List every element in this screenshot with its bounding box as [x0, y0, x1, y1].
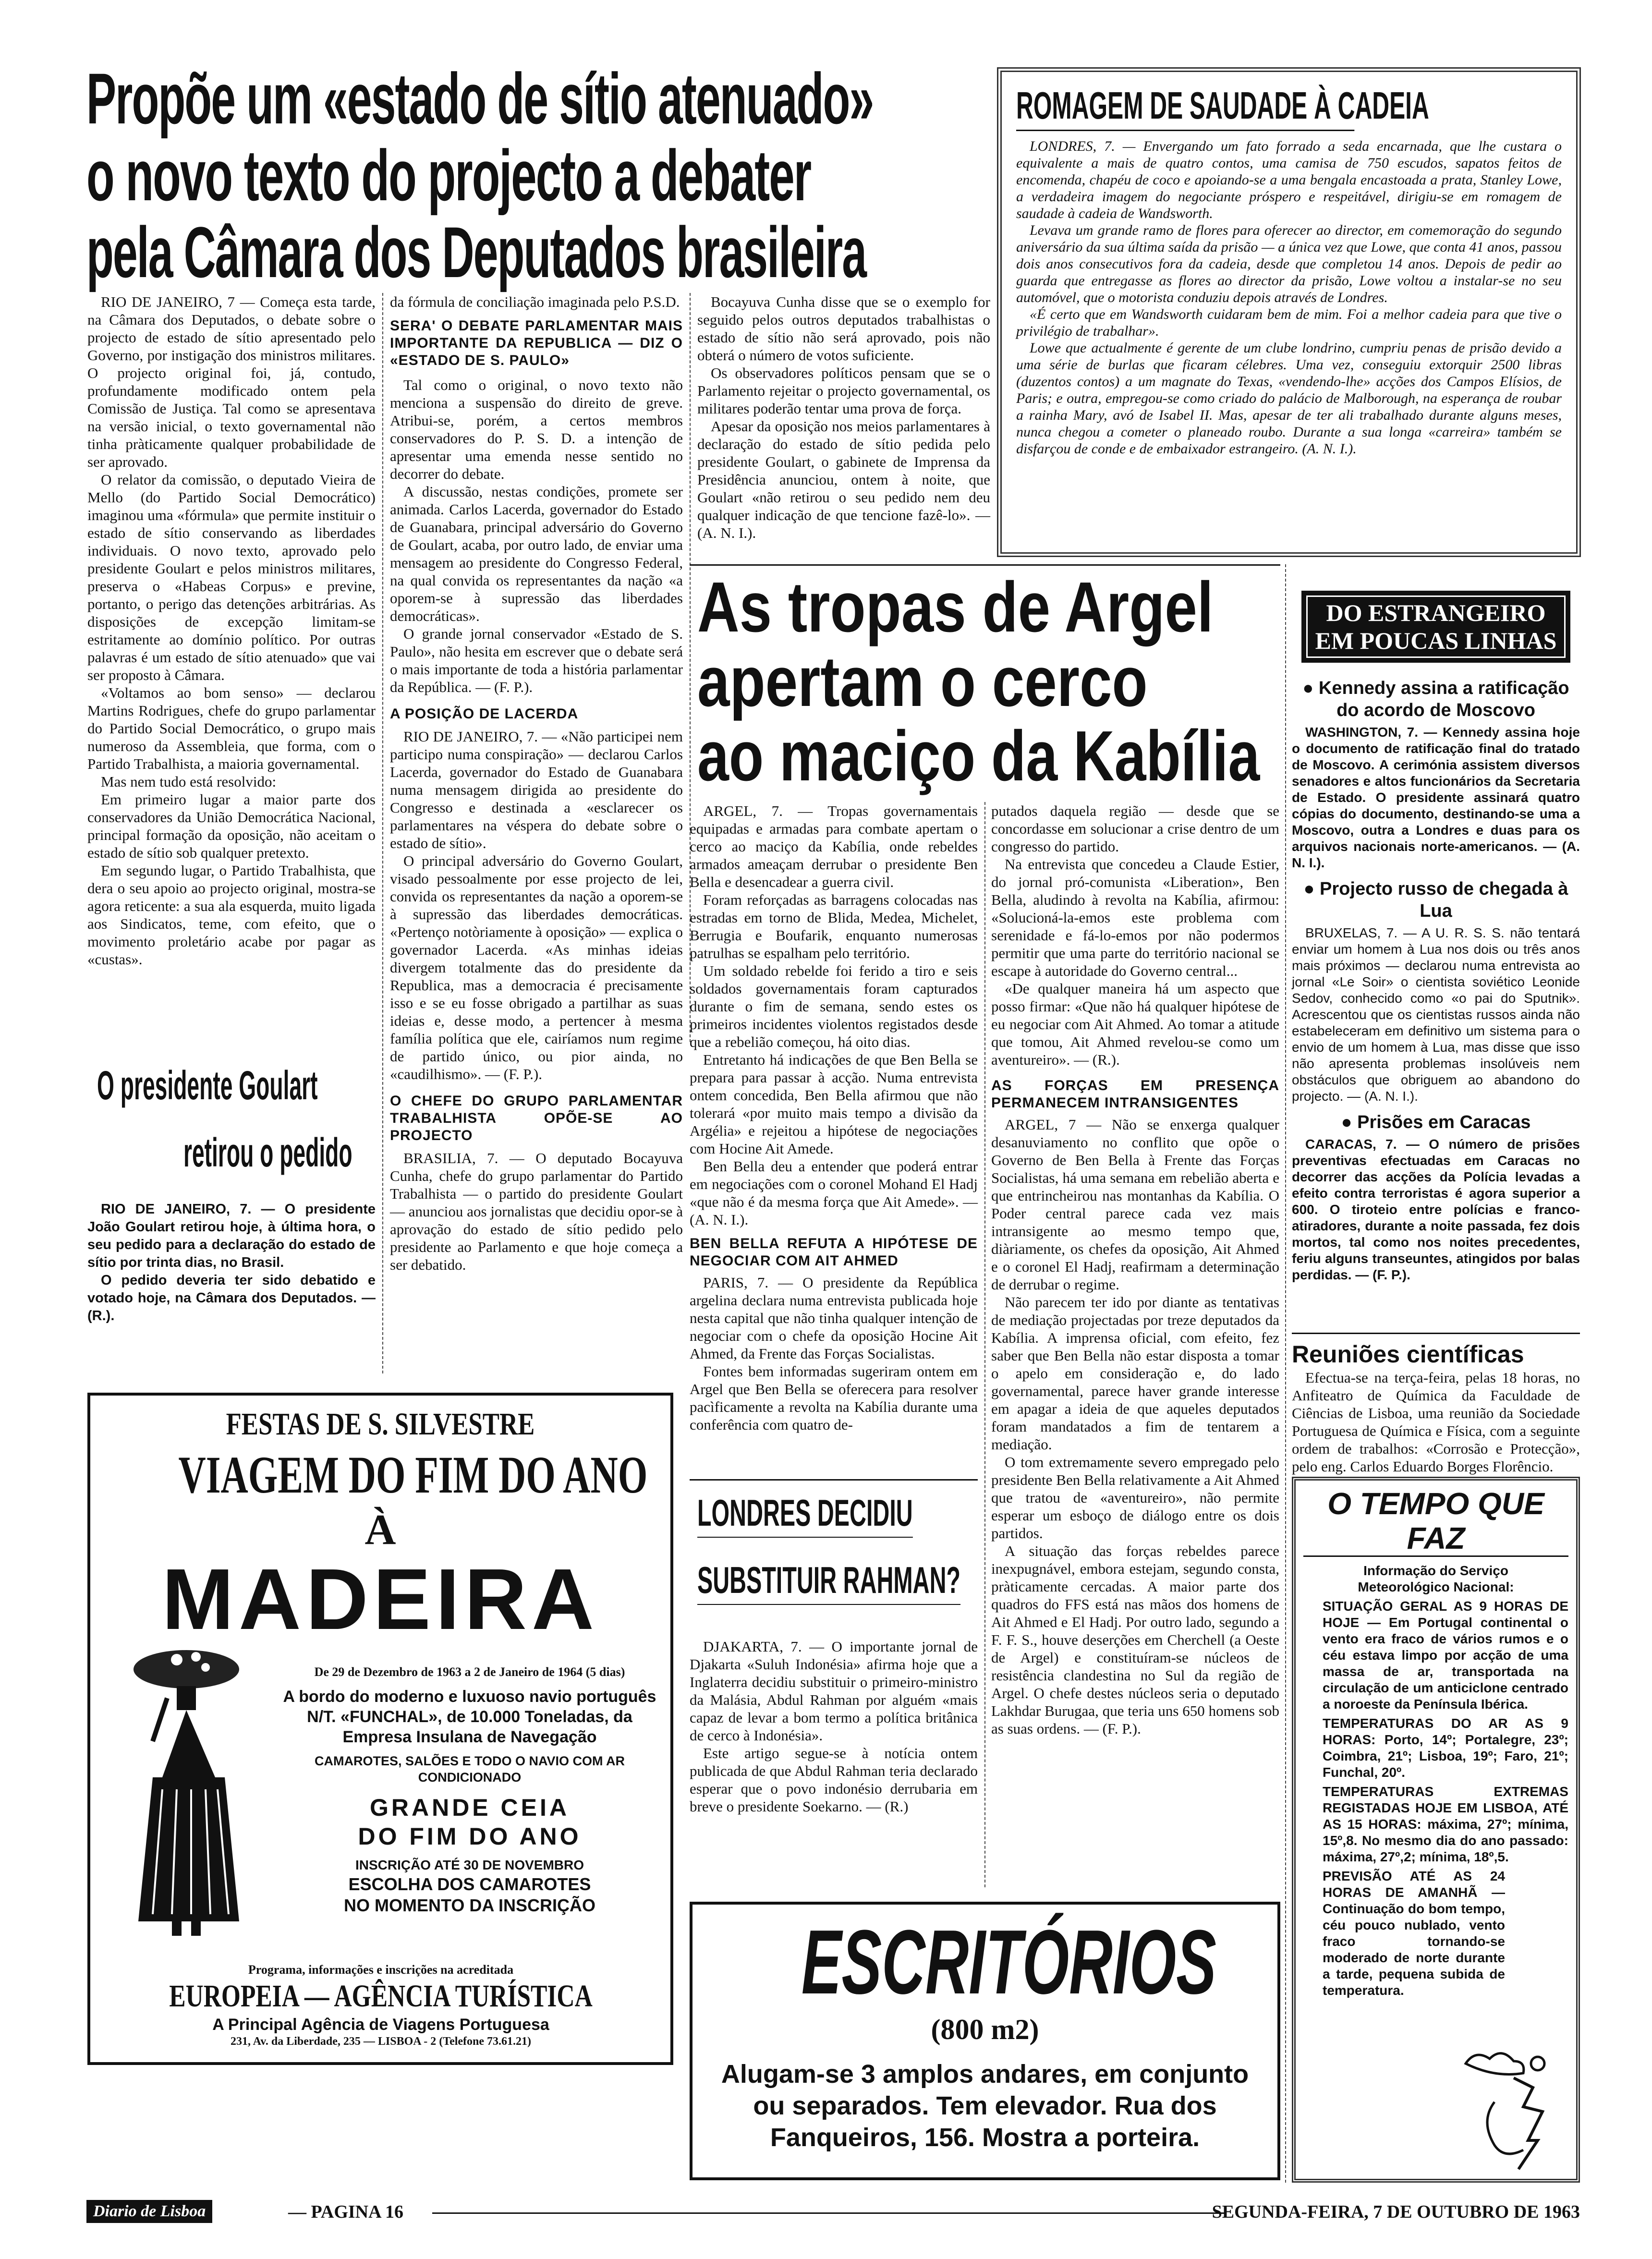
ad-agency: EUROPEIA — AGÊNCIA TURÍSTICA	[169, 1979, 593, 2014]
paragraph: O pedido deveria ter sido debatido e votado hoje, na Câmara dos Deputados. — (R.).	[87, 1273, 376, 1324]
paragraph: «É certo que em Wandsworth cuidaram bem de mim. Foi a melhor cadeia para que tive o privilégio de trabalhar».	[1016, 306, 1562, 339]
list-item	[1292, 878, 1580, 1105]
madeira-ad	[87, 1393, 673, 2065]
argel-headline-line-1: As tropas de Argel	[697, 568, 1214, 647]
footer-rule	[432, 2212, 1225, 2214]
paragraph: BRASILIA, 7. — O deputado Bocayuva Cunha, chefe do grupo parlamentar do Partido Trabalhista — o partido do presidente Goulart — anunciou aos jornalistas que decidiu opor-se à aprovação do estado de sítio pedido pelo presidente ao Parlamento e que hoje começa a ser debatido.	[390, 1150, 683, 1273]
escritorios-area: (800 m2)	[931, 2014, 1039, 2045]
paragraph: Mas nem tudo está resolvido:	[101, 773, 277, 790]
romagem-title: ROMAGEM DE SAUDADE À CADEIA	[1016, 82, 1354, 131]
ad-ceia-2: DO FIM DO ANO	[358, 1823, 582, 1850]
paragraph: O relator da comissão, o deputado Vieira de Mello (do Partido Social Democrático) imaginou uma «fórmula» que permite instituir o estado de sítio conservando as liberdades individuais. O novo texto, aprovado pelo presidente Goulart e pelos ministros militares, preserva o «Habeas Corpus» e previne, portanto, o perigo das detenções arbitrárias. As disposições de excepção limitam-se estritamente ao domínio político. Por outras palavras é um estado de sítio atenuado» que vai ser proposto à Câmara.	[87, 471, 376, 683]
londres-headline-line-2: SUBSTITUIR RAHMAN?	[697, 1556, 960, 1605]
tempo-block: PREVISÃO ATÉ AS 24 HORAS DE AMANHÃ — Continuação do bom tempo, céu pouco nublado, vento fraco tornando-se moderado de norte durante a tarde, pequena subida de temperatura.	[1323, 1869, 1505, 1998]
londres-headline	[697, 1489, 976, 1633]
page-footer	[86, 2197, 1580, 2226]
paragraph: A situação das forças rebeldes parece inexpugnável, embora estejam, segundo consta, pràticamente cercadas. A maior parte dos quadros do FFS está nas mãos dos homens de Ait Ahmed e El Hadj. Por outro lado, segundo a F. F. S., houve deserções em Cherchell (a Oeste de Argel) e constituíram-se núcleos de resistência clandestina no Sul da região de Argel. O chefe destes núcleos seria o deputado Lakhdar Burugaa, que teria uns 650 homens sob as suas ordens. — (F. P.).	[991, 1542, 1279, 1737]
paragraph: Lowe que actualmente é gerente de um clube londrino, cumpriu penas de prisão devido a uma série de burlas que ficaram célebres. Uma vez, conseguiu extorquir 2500 libras (duzentos contos) a um magnate do Texas, «vendendo-lhe» acções dos Campos Elísios, de Paris; e outra, empregou-se como criado do palácio de Malborough, na esperança de roubar a rainha Mary, avó de Isabel II. Mas, apesar de ter ali trabalhado durante alguns meses, nunca chegou a cometer o planeado roubo. Durante a sua longa «carreira» também se disfarçou de conde e de embaixador estrangeiro. (A. N. I.).	[1016, 340, 1562, 457]
escritorios-title: ESCRITÓRIOS	[801, 1911, 1216, 2013]
list-item	[1292, 677, 1580, 871]
subheading: A POSIÇÃO DE LACERDA	[390, 706, 579, 722]
paragraph: Apesar da oposição nos meios parlamentares à declaração do estado de sítio pedida pelo presidente Goulart, o gabinete de Imprensa da Presidência anunciou, ontem à noite, que Goulart «não retirou o seu pedido nem deu qualquer indicação de que tencione fazê-lo». — (A. N. I.).	[697, 418, 990, 541]
paragraph: Este artigo segue-se à notícia ontem publicada de que Abdul Rahman teria declarado esperar que o povo indonésio derrubaria em breve o presidente Soekarno. — (R.)	[690, 1745, 978, 1815]
item-heading: ● Kennedy assina a ratificação do acordo de Moscovo	[1302, 678, 1569, 720]
main-story-column-1	[87, 293, 376, 1047]
ad-address: 231, Av. da Liberdade, 235 — LISBOA - 2 (Telefone 73.61.21)	[230, 2035, 532, 2048]
list-item	[1292, 1111, 1580, 1283]
estrangeiro-list	[1292, 677, 1580, 1321]
reunioes-section	[1292, 1340, 1580, 1475]
ad-ceia-1: GRANDE CEIA	[369, 1794, 570, 1821]
main-story-column-3	[697, 293, 990, 562]
paragraph: Fontes bem informadas sugeriram ontem em Argel que Ben Bella se oferecera para resolver pacìficamente a revolta na Kabília durante uma conferência com quatro de-	[690, 1363, 978, 1433]
woman-carrying-basket-illustration	[119, 1645, 249, 1943]
paragraph: Um soldado rebelde foi ferido a tiro e seis soldados governamentais foram capturados durante o fim de semana, sendo estes os primeiros incidentes violentos registados desde que a rebelião começou, há oito dias.	[690, 962, 978, 1050]
estrangeiro-title-box	[1301, 591, 1570, 663]
paragraph: A discussão, nestas condições, promete ser animada. Carlos Lacerda, governador do Estado de Guanabara, principal adversário do Governo de Goulart, acaba, por outro lado, de enviar uma mensagem ao presidente do Congresso Federal, na qual convida os representantes da nação «a oporem-se à supressão das liberdades democráticas».	[390, 483, 683, 624]
main-story-column-2	[390, 293, 683, 1373]
subheading: SERA' O DEBATE PARLAMENTAR MAIS IMPORTANTE DA REPUBLICA — DIZ O «ESTADO DE S. PAULO»	[390, 318, 683, 368]
column-divider	[382, 293, 383, 1373]
romagem-box	[997, 67, 1581, 557]
romagem-body	[1016, 138, 1562, 532]
tempo-block: SITUAÇÃO GERAL AS 9 HORAS DE HOJE — Em Portugal continental o vento era fraco de vários rumos e o céu estava limpo por acção de uma massa de ar, transportada na circulação de um anticiclone centrado a noroeste da Península Ibérica.	[1323, 1599, 1568, 1712]
estrangeiro-title-line-1: DO ESTRANGEIRO	[1326, 599, 1546, 626]
main-headline	[86, 58, 1008, 293]
paragraph: Foram reforçadas as barragens colocadas nas estradas em torno de Blida, Medea, Michelet, Berrugia e Boufarik, enquanto numerosas patrulhas se espalham pelo território.	[690, 891, 978, 961]
tempo-box	[1292, 1477, 1580, 2183]
paragraph: O principal adversário do Governo Goulart, visado pessoalmente por esse projecto de lei, convida os representantes da nação a oporem-se à supressão das liberdades democráticas. «Pertenço notòriamente à oposição» — explica o governador Lacerda. «As minhas ideias divergem totalmente das do presidente da Republica, mas a democracia é precisamente isso e se eu fosse obrigado a partilhar as suas ideias e, desse modo, a pertencer à mesma família política que ele, cairíamos num regime de partido único, ou pior ainda, no «caudilhismo». — (F. P.).	[390, 852, 683, 1082]
paragraph: Levava um grande ramo de flores para oferecer ao director, em comemoração do segundo aniversário da sua última saída da prisão — a única vez que Lowe, que conta 41 anos, passou dois anos consecutivos fora da cadeia, desde que completou 14 anos. Depois de pedir ao guarda que entregasse as flores ao director da prisão, Lowe voltou a instalar-se no seu automóvel, que o motorista conduziu depois através de Londres.	[1016, 222, 1562, 305]
tempo-block: TEMPERATURAS EXTREMAS REGISTADAS HOJE EM LISBOA, ATÉ AS 15 HORAS: máxima, 27º; mínima, 15º,8. No mesmo dia do ano passado: máxima, 27º,2; mínima, 18º,5.	[1323, 1784, 1568, 1864]
main-headline-line-3: pela Câmara dos Deputados brasileira	[86, 212, 866, 292]
argel-headline-line-2: apertam o cerco	[697, 642, 1148, 721]
argel-column-1	[690, 802, 978, 1474]
paragraph: LONDRES, 7. — Envergando um fato forrado a seda encarnada, que lhe custara o equivalente a mais de quatro contos, uma camisa de 750 escudos, sapatos feitos de encomenda, chapéu de coco e apoiando-se a uma bengala encastoada a prata, Stanley Lowe, a verdadeira imagem do negociante próspero e respeitável, dirigiu-se em romagem de saudade à cadeia de Wandsworth.	[1016, 138, 1562, 221]
paragraph: Não parecem ter ido por diante as tentativas de mediação projectadas por treze deputados da Kabília. A imprensa oficial, com efeito, fez saber que Ben Bella não estar disposta a tomar o apelo em consideração e, do lado governamental, parece haver grande interesse em apagar a ideia de que aqueles deputados foram mandatados a fim de tentarem a mediação.	[991, 1294, 1279, 1453]
ad-line-1: VIAGEM DO FIM DO ANO	[178, 1445, 648, 1504]
escritorios-body: Alugam-se 3 amplos andares, em conjunto ou separados. Tem elevador. Rua dos Fanqueiros, 156. Mostra a porteira.	[721, 2060, 1249, 2152]
item-body: CARACAS, 7. — O número de prisões preventivas efectuadas em Caracas no decorrer das acções da Polícia levadas a efeito contra terroristas é agora superior a 600. O tiroteio entre polícias e franco-atiradores, durante a noite passada, fez dois mortos, tal como nos noites precedentes, feriu alguns transeuntes, atingidos por balas perdidas. — (F. P.).	[1292, 1137, 1580, 1282]
weather-sun-clouds-illustration	[1456, 2044, 1567, 2169]
paragraph: Tal como o original, o novo texto não menciona a suspensão do direito de greve. Atribui-se, porém, a certos membros conservadores do P. S. D. a intenção de apresentar uma emenda nesse sentido no decorrer do debate.	[390, 376, 683, 482]
paragraph: O grande jornal conservador «Estado de S. Paulo», não hesita em escrever que o debate será o mais importante de toda a história parlamentar da República. — (F. P.).	[390, 625, 683, 695]
escritorios-ad	[690, 1902, 1280, 2180]
goulart-headline-line-1: O presidente Goulart	[97, 1063, 318, 1108]
section-rule	[690, 564, 1280, 566]
section-rule	[1292, 1333, 1580, 1334]
main-headline-line-2: o novo texto do projecto a debater	[86, 135, 811, 216]
paragraph: Entretanto há indicações de que Ben Bella se prepara para passar à acção. Numa entrevista ontem concedida, Ben Bella afirmou que não tolerará «por muito mais tempo a divisão da Argélia» e rejeitou a hipótese de negociações com Hocine Ait Amede.	[690, 1051, 978, 1157]
paragraph: Na entrevista que concedeu a Claude Estier, do jornal pró-comunista «Liberation», Ben Bella, aludindo à revolta na Kabília, afirmou: «Solucioná-la-emos este problema com serenidade e fá-lo-emos por não podermos permitir que uma parte do território nacional se escape à autoridade do Governo central...	[991, 856, 1279, 979]
paragraph: ARGEL, 7. — Tropas governamentais equipadas e armadas para combate apertam o cerco ao maciço da Kabília, onde rebeldes armados ameaçam derrubar o presidente Ben Bella e desencadear a guerra civil.	[690, 802, 978, 890]
subheading: O CHEFE DO GRUPO PARLAMENTAR TRABALHISTA OPÕE-SE AO PROJECTO	[390, 1093, 683, 1143]
ad-inscricao-2: ESCOLHA DOS CAMAROTES	[348, 1874, 591, 1894]
reunioes-body: Efectua-se na terça-feira, pelas 18 horas, no Anfiteatro de Química da Faculdade de Ciências de Lisboa, uma reunião da Sociedade Portuguesa de Química e Física, com a seguinte ordem de trabalhos: «Corrosão e Protecção», pelo eng. Carlos Eduardo Borges Florêncio.	[1292, 1369, 1580, 1475]
ad-inscricao-3: NO MOMENTO DA INSCRIÇÃO	[343, 1895, 595, 1915]
ad-details	[282, 1664, 657, 1916]
item-heading: ● Prisões em Caracas	[1341, 1112, 1531, 1132]
londres-body	[690, 1638, 978, 1892]
ad-footer	[100, 1962, 662, 2049]
paragraph: putados daquela região — desde que se concordasse em solucionar a crise dentro de um congresso do partido.	[991, 802, 1279, 855]
tempo-intro: Informação do Serviço Meteorológico Nacional:	[1358, 1563, 1514, 1594]
subheading: BEN BELLA REFUTA A HIPÓTESE DE NEGOCIAR COM AIT AHMED	[690, 1236, 978, 1269]
paragraph: Em primeiro lugar a maior parte dos conservadores da União Democrática Nacional, principal formação da oposição, não aceitam o estado de sítio sob qualquer pretexto.	[87, 791, 376, 861]
ad-info: Programa, informações e inscrições na acreditada	[248, 1963, 514, 1977]
ad-top: FESTAS DE S. SILVESTRE	[226, 1407, 535, 1442]
issue-date: SEGUNDA-FEIRA, 7 DE OUTUBRO DE 1963	[1212, 2202, 1580, 2222]
londres-headline-line-1: LONDRES DECIDIU	[697, 1489, 913, 1538]
paragraph: Ben Bella deu a entender que poderá entrar em negociações com o coronel Mohand El Hadj «que não é da mesma força que Ait Amede». — (A. N. I.).	[690, 1158, 978, 1228]
ad-agency-sub: A Principal Agência de Viagens Portuguesa	[212, 2016, 549, 2034]
item-body: WASHINGTON, 7. — Kennedy assina hoje o documento de ratificação final do tratado de Moscovo. A cerimónia assistem diversos senadores e altos funcionários da Secretaria de Estado. O presidente assinará quatro cópias do documento, destinando-se uma a Moscovo, outra a Londres e duas para os arquivos nacionais norte-americanos. — (A. N. I.).	[1292, 725, 1580, 870]
paragraph: «De qualquer maneira há um aspecto que posso firmar: «Que não há qualquer hipótese de eu negociar com Ait Ahmed. Ao tomar a atitude que tomou, Ait Ahmed revelou-se como um aventureiro». — (R.).	[991, 980, 1279, 1068]
ad-dates: De 29 de Dezembro de 1963 a 2 de Janeiro de 1964 (5 dias)	[314, 1665, 625, 1679]
masthead: Diario de Lisboa	[86, 2200, 212, 2223]
ad-line-2: À	[364, 1506, 396, 1554]
paragraph: Bocayuva Cunha disse que se o exemplo for seguido pelos outros deputados trabalhistas o estado de sítio não será aprovado, pois não obterá o número de votos suficiente.	[697, 293, 990, 364]
tempo-block: TEMPERATURAS DO AR AS 9 HORAS: Porto, 14º; Portalegre, 23º; Coimbra, 21º; Lisboa, 19º; Faro, 21º; Funchal, 20º.	[1323, 1716, 1568, 1780]
paragraph: ARGEL, 7 — Não se enxerga qualquer desanuviamento no conflito que opõe o Governo de Ben Bella à Frente das Forças Socialistas, há uma semana em rebelião aberta e que entrincheirou nas montanhas da Kabília. O Poder central parece cada vez mais intransigente ao mesmo tempo que, diàriamente, os chefes da oposição, Ait Ahmed e o coronel El Hadj, reafirmam a determinação de derrubar o regime.	[991, 1116, 1279, 1293]
item-heading: ● Projecto russo de chegada à Lua	[1303, 879, 1568, 921]
paragraph: RIO DE JANEIRO, 7. — O presidente João Goulart retirou hoje, à última hora, o seu pedido para a declaração do estado de sítio por trinta dias, no Brasil.	[87, 1202, 376, 1270]
tempo-title: O TEMPO QUE FAZ	[1303, 1486, 1568, 1557]
subheading: AS FORÇAS EM PRESENÇA PERMANECEM INTRANSIGENTES	[991, 1078, 1279, 1111]
main-headline-line-1: Propõe um «estado de sítio atenuado»	[86, 58, 874, 139]
reunioes-title: Reuniões científicas	[1292, 1341, 1524, 1368]
column-divider	[1285, 564, 1286, 2183]
paragraph: da fórmula de conciliação imaginada pelo P.S.D.	[390, 293, 680, 310]
paragraph: O tom extremamente severo empregado pelo presidente Ben Bella relativamente a Ait Ahmed que tratou de «aventureiro», não permite esperar um esboço de diálogo entre os dois partidos.	[991, 1454, 1279, 1542]
paragraph: Os observadores políticos pensam que se o Parlamento rejeitar o projecto governamental, os militares poderão tentar uma prova de força.	[697, 364, 990, 417]
paragraph: RIO DE JANEIRO, 7. — «Não participei nem participo numa conspiração» — declarou Carlos Lacerda, governador do Estado de Guanabara numa mensagem dirigida ao presidente do Congresso e destinada a «esclarecer os parlamentares na véspera do debate sobre o estado de sítio».	[390, 728, 683, 851]
goulart-body	[87, 1201, 376, 1378]
ad-big: MADEIRA	[162, 1551, 599, 1648]
ad-inscricao-1: INSCRIÇÃO ATÉ 30 DE NOVEMBRO	[355, 1858, 584, 1872]
paragraph: PARIS, 7. — O presidente da República argelina declara numa entrevista publicada hoje nesta capital que não tinha qualquer intenção de negociar com o chefe da oposição Hocine Ait Ahmed, da Frente das Forças Socialistas.	[690, 1274, 978, 1362]
section-rule	[690, 1479, 978, 1481]
estrangeiro-title-line-2: EM POUCAS LINHAS	[1315, 627, 1557, 654]
goulart-headline-line-2: retirou o pedido	[183, 1130, 352, 1175]
argel-headline-line-3: ao maciço da Kabília	[697, 717, 1260, 796]
argel-column-2	[991, 802, 1279, 1887]
paragraph: DJAKARTA, 7. — O importante jornal de Djakarta «Suluh Indonésia» afirma hoje que a Inglaterra decidiu substituir o primeiro-ministro da Malásia, Abdul Rahman por alguém «mais capaz de levar a bom termo a política britânica de cerco à Indonésia».	[690, 1638, 978, 1744]
paragraph: «Voltamos ao bom senso» — declarou Martins Rodrigues, chefe do grupo parlamentar do Partido Social Democrático, o grupo mais numeroso da Assembleia, que forma, com o Partido Trabalhista, a maioria governamental.	[87, 684, 376, 772]
ad-cabins: CAMAROTES, SALÕES E TODO O NAVIO COM AR CONDICIONADO	[314, 1754, 625, 1785]
paragraph: Em segundo lugar, o Partido Trabalhista, que dera o seu apoio ao projecto original, mostra-se agora reticente: a sua ala esquerda, muito ligada aos Sindicatos, teme, com efeito, que o movimento proletário acabe por pagar as «custas».	[87, 862, 376, 968]
column-divider	[984, 802, 985, 1887]
ad-ship: A bordo do moderno e luxuoso navio português N/T. «FUNCHAL», de 10.000 Toneladas, da Empresa Insulana de Navegação	[283, 1688, 656, 1746]
argel-headline	[697, 568, 1283, 797]
paragraph: RIO DE JANEIRO, 7 — Começa esta tarde, na Câmara dos Deputados, o debate sobre o projecto de estado de sítio apresentado pelo Governo, por instigação dos ministros militares. O projecto original foi, já, contudo, profundamente modificado ontem pela Comissão de Justiça. Tal como se apresentava na versão inicial, o texto governamental não tinha pràticamente qualquer probabilidade de ser aprovado.	[87, 293, 376, 470]
goulart-headline	[87, 1061, 376, 1191]
page-number: — PAGINA 16	[288, 2202, 403, 2222]
item-body: BRUXELAS, 7. — A U. R. S. S. não tentará enviar um homem à Lua nos dois ou três anos mais próximos — declarou numa entrevista ao jornal «Le Soir» o cientista soviético Leonide Sedov, conhecido como «o pai do Sputnik». Acrescentou que os cientistas russos ainda não estabeleceram em definitivo um sistema para o envio de um homem à Lua, mas disse que isso não apresenta problemas insolúveis nem obstáculos que obriguem ao abandono do projecto. — (A. N. I.).	[1292, 925, 1580, 1104]
